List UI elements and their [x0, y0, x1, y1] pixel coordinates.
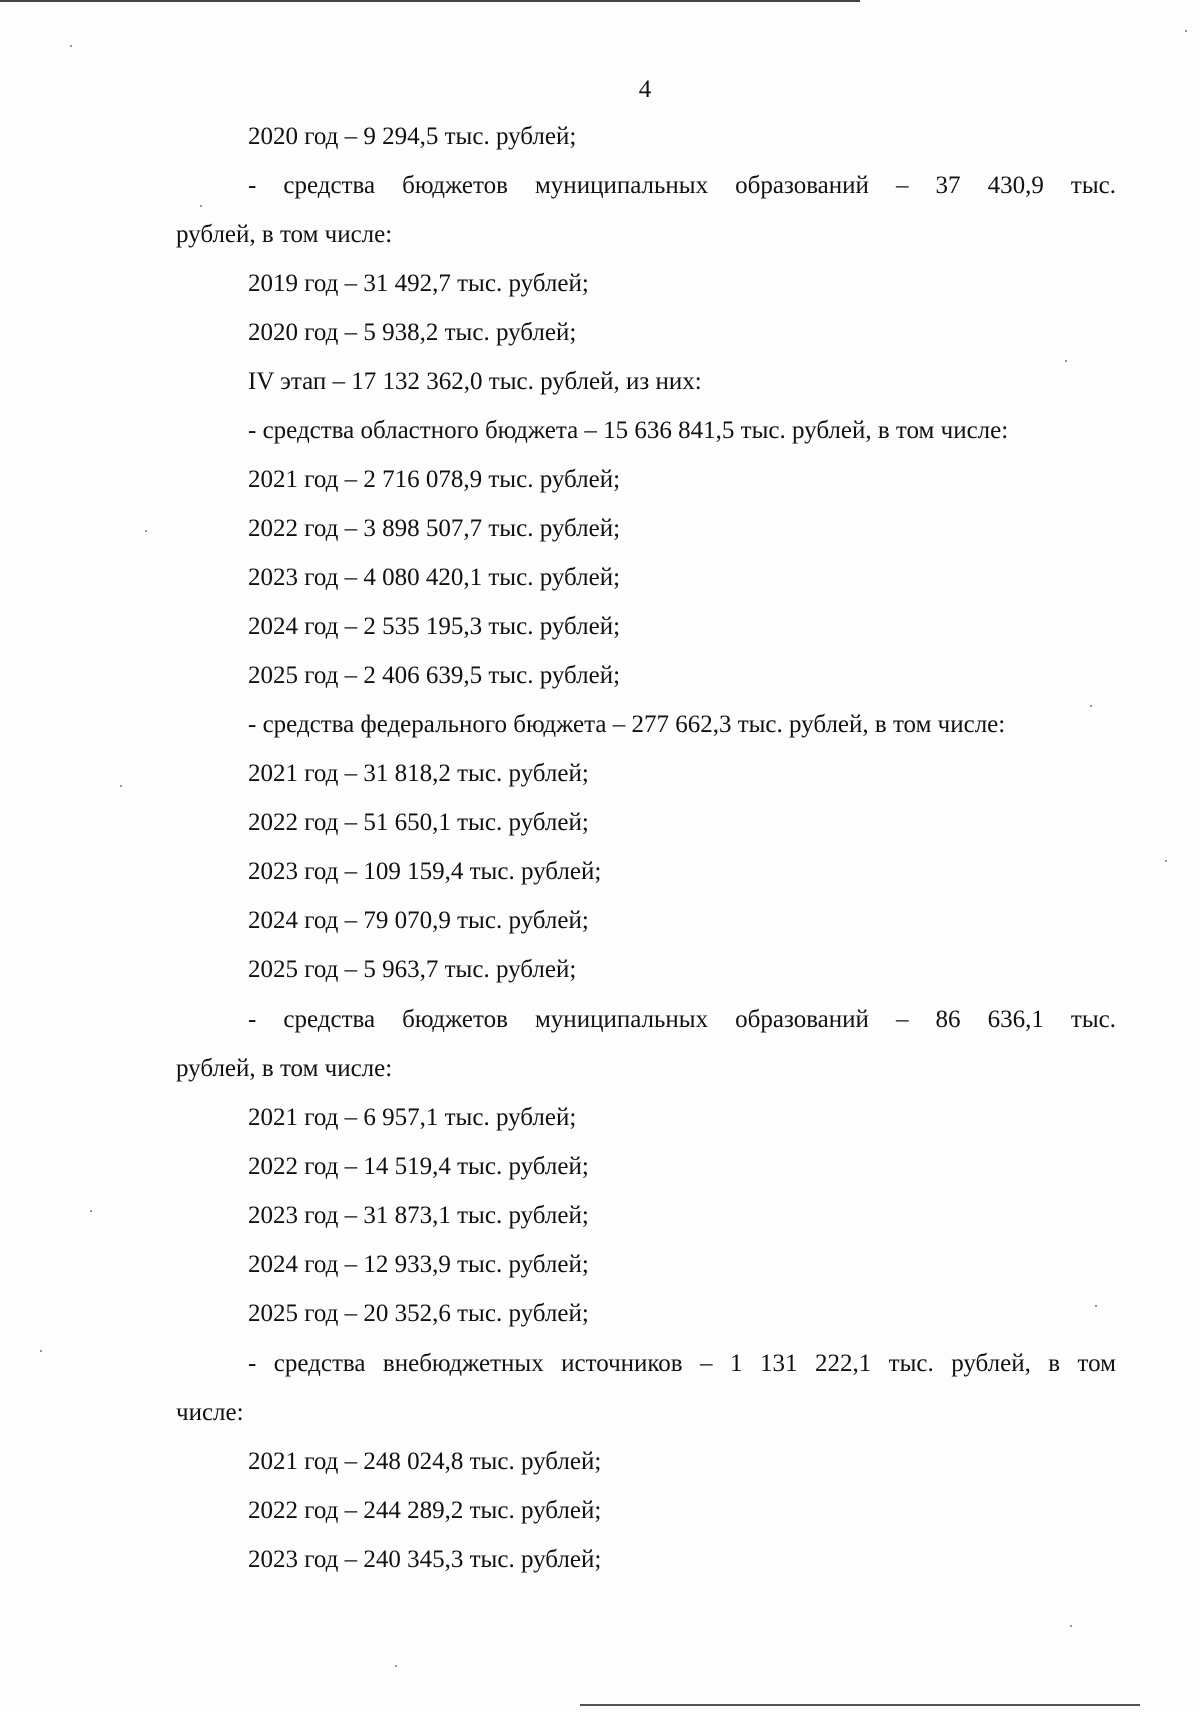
source-line: - средства бюджетов муниципальных образований – 37 430,9 тыс.	[248, 172, 1116, 199]
scan-speck	[1095, 1305, 1097, 1307]
year-line: 2025 год – 5 963,7 тыс. рублей;	[248, 956, 577, 983]
year-line: 2023 год – 109 159,4 тыс. рублей;	[248, 858, 602, 885]
continuation-line: числе:	[176, 1399, 244, 1426]
scan-bottom-edge	[580, 1704, 1140, 1706]
scan-speck	[70, 45, 72, 47]
year-line: 2022 год – 14 519,4 тыс. рублей;	[248, 1153, 589, 1180]
year-line: 2022 год – 244 289,2 тыс. рублей;	[248, 1497, 602, 1524]
scan-speck	[200, 205, 202, 207]
year-line: 2025 год – 2 406 639,5 тыс. рублей;	[248, 662, 621, 689]
year-line: 2022 год – 3 898 507,7 тыс. рублей;	[248, 515, 621, 542]
year-line: 2021 год – 248 024,8 тыс. рублей;	[248, 1448, 602, 1475]
scan-speck	[40, 1350, 42, 1352]
scan-speck	[1185, 30, 1187, 32]
continuation-line: рублей, в том числе:	[176, 221, 393, 248]
scan-speck	[120, 785, 122, 787]
year-line: 2024 год – 12 933,9 тыс. рублей;	[248, 1251, 589, 1278]
page-number: 4	[638, 76, 652, 103]
scan-speck	[1065, 360, 1067, 362]
year-line: 2022 год – 51 650,1 тыс. рублей;	[248, 809, 589, 836]
year-line: 2025 год – 20 352,6 тыс. рублей;	[248, 1300, 589, 1327]
year-line: 2024 год – 79 070,9 тыс. рублей;	[248, 907, 589, 934]
year-line: 2020 год – 9 294,5 тыс. рублей;	[248, 123, 577, 150]
year-line: 2023 год – 4 080 420,1 тыс. рублей;	[248, 564, 621, 591]
source-line: - средства внебюджетных источников – 1 131 222,1 тыс. рублей, в том	[248, 1350, 1116, 1377]
year-line: 2019 год – 31 492,7 тыс. рублей;	[248, 270, 589, 297]
year-line: 2020 год – 5 938,2 тыс. рублей;	[248, 319, 577, 346]
year-line: 2021 год – 31 818,2 тыс. рублей;	[248, 760, 589, 787]
year-line: 2024 год – 2 535 195,3 тыс. рублей;	[248, 613, 621, 640]
stage-line: IV этап – 17 132 362,0 тыс. рублей, из них:	[248, 368, 702, 395]
year-line: 2021 год – 6 957,1 тыс. рублей;	[248, 1104, 577, 1131]
scan-speck	[1090, 705, 1092, 707]
scan-speck	[90, 1210, 92, 1212]
year-line: 2023 год – 240 345,3 тыс. рублей;	[248, 1546, 602, 1573]
scan-speck	[1165, 860, 1167, 862]
year-line: 2023 год – 31 873,1 тыс. рублей;	[248, 1202, 589, 1229]
source-line: - средства областного бюджета – 15 636 841,5 тыс. рублей, в том числе:	[248, 417, 1009, 444]
year-line: 2021 год – 2 716 078,9 тыс. рублей;	[248, 466, 621, 493]
continuation-line: рублей, в том числе:	[176, 1055, 393, 1082]
scan-top-edge	[0, 0, 860, 2]
scan-speck	[395, 1665, 397, 1667]
scan-speck	[145, 530, 147, 532]
source-line: - средства бюджетов муниципальных образований – 86 636,1 тыс.	[248, 1006, 1116, 1033]
source-line: - средства федерального бюджета – 277 662,3 тыс. рублей, в том числе:	[248, 711, 1006, 738]
scan-speck	[1070, 1625, 1072, 1627]
